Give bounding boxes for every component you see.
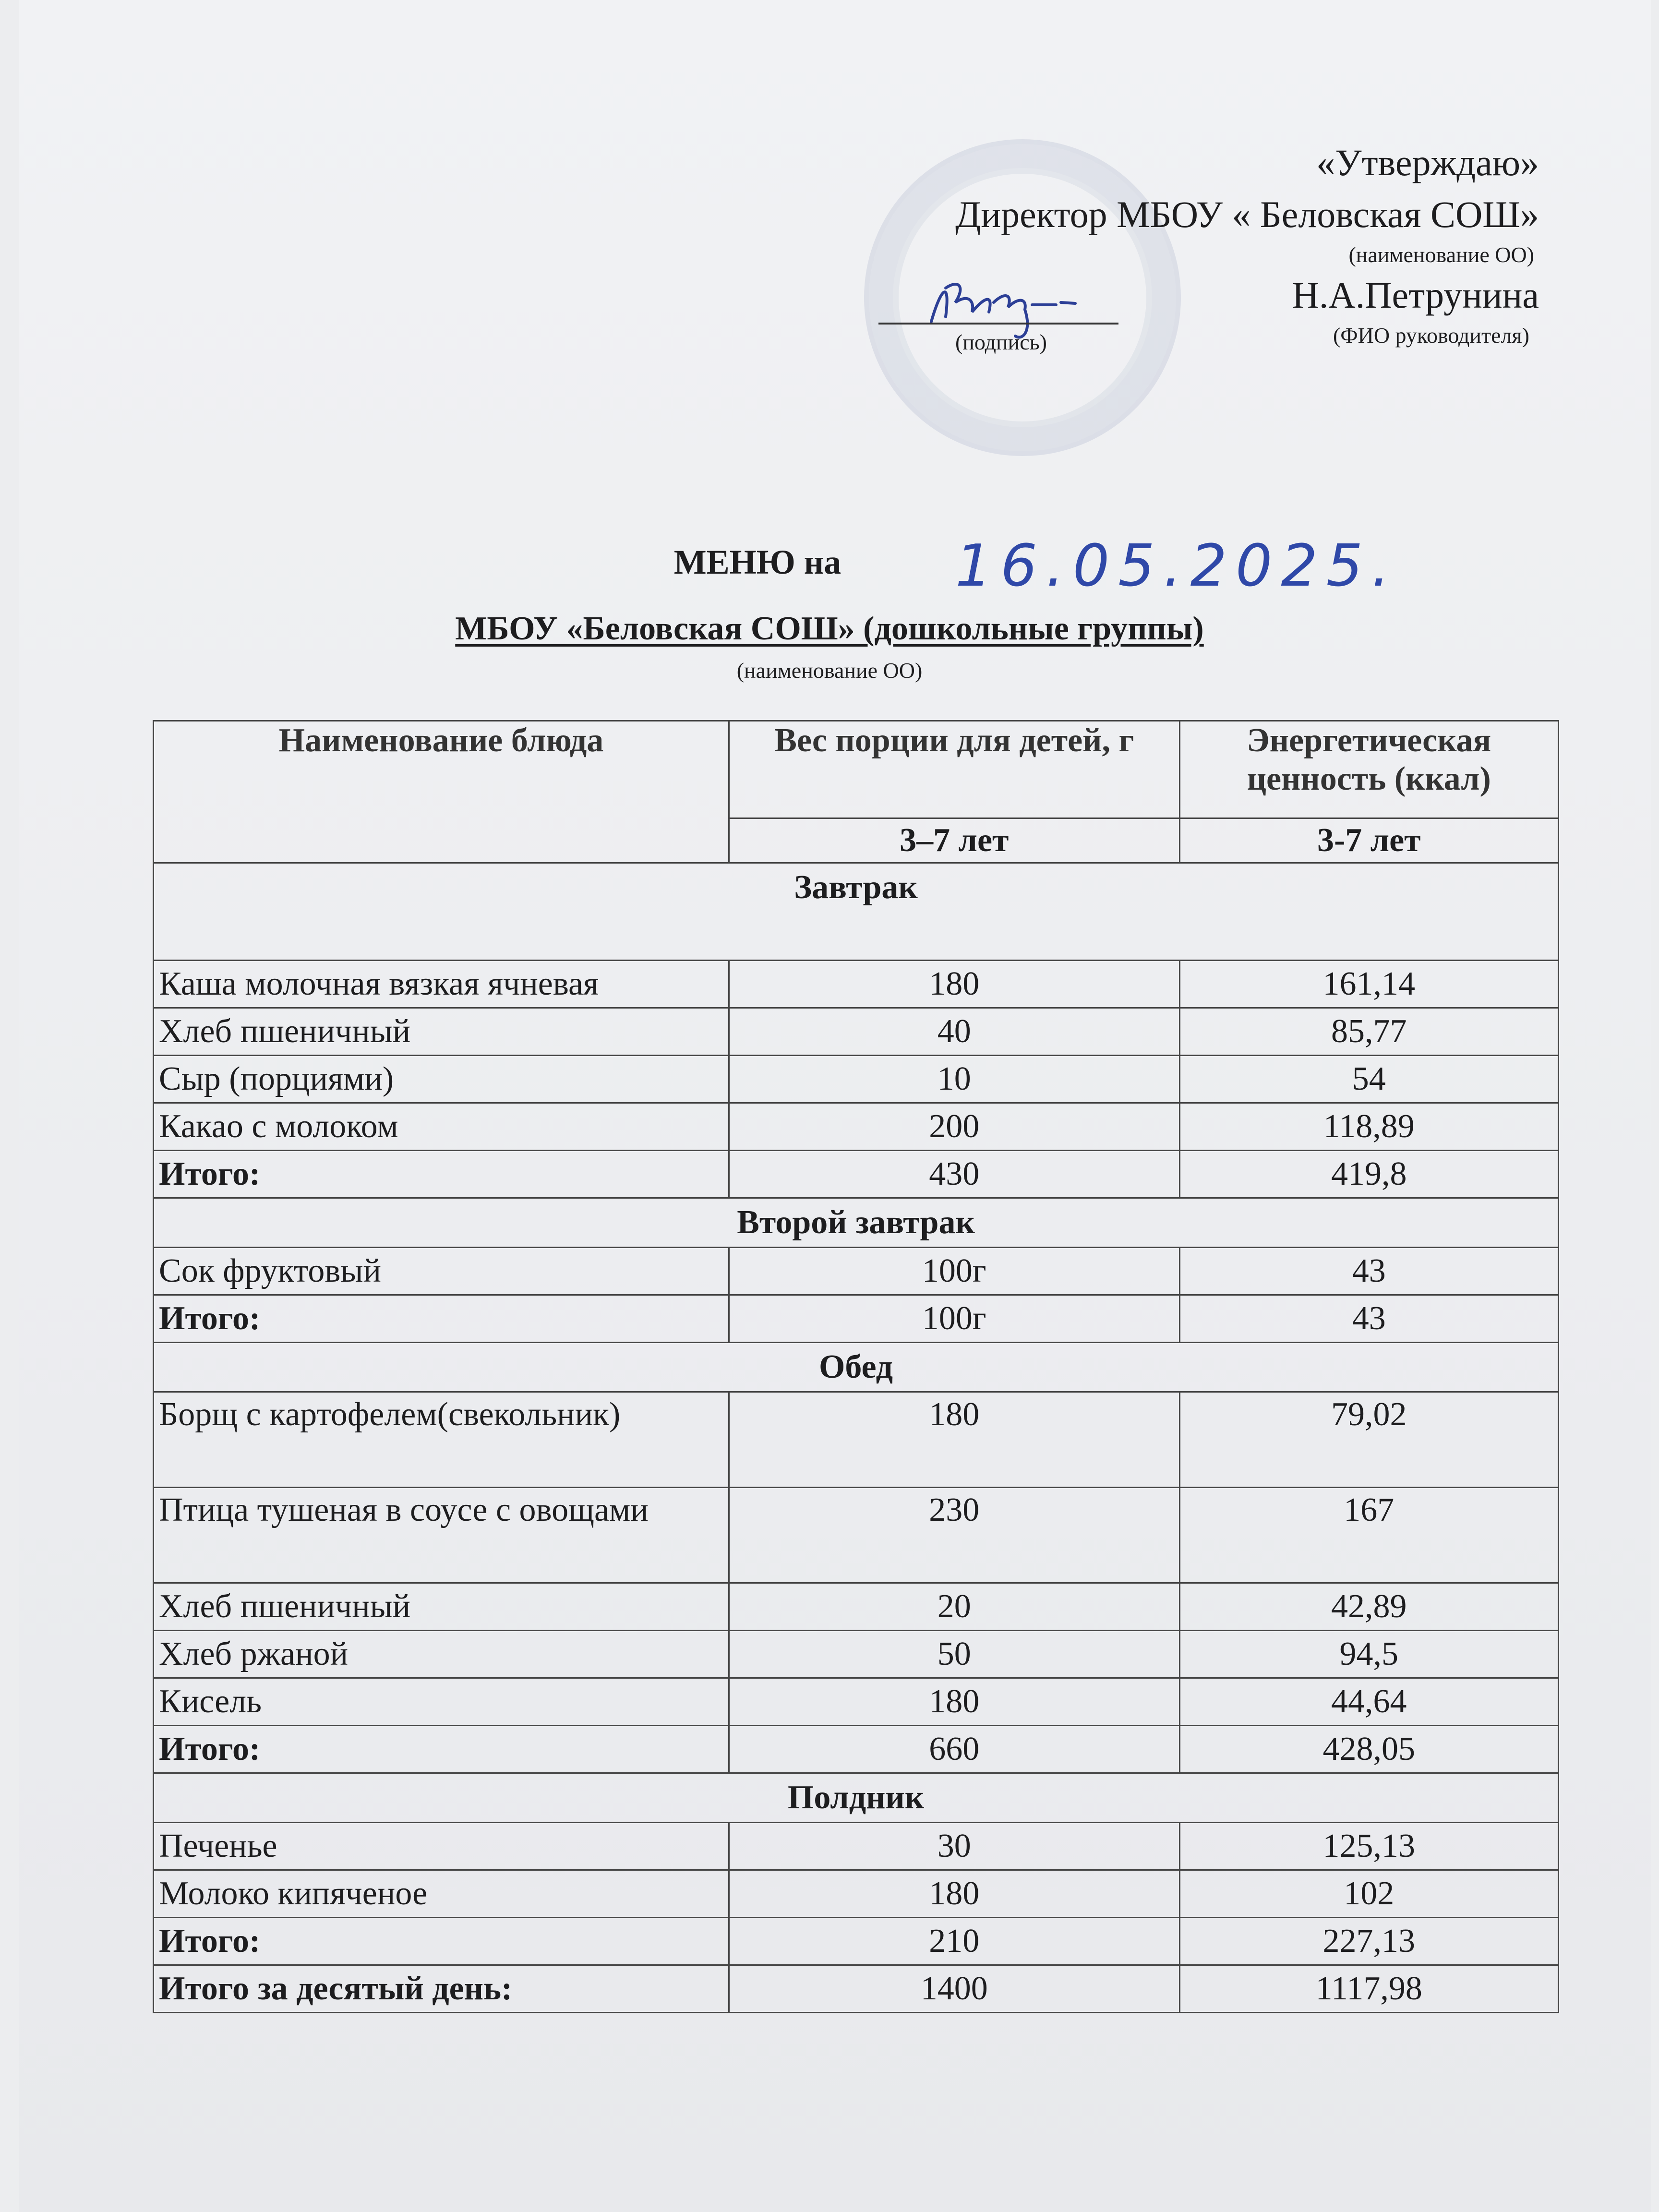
head-caption: (ФИО руководителя) — [1333, 323, 1529, 348]
grand-total-weight: 1400 — [729, 1965, 1180, 2013]
section-row — [154, 1198, 1559, 1248]
portion-weight: 20 — [729, 1583, 1180, 1631]
dish-name: Хлеб ржаной — [154, 1631, 729, 1678]
portion-weight: 230 — [729, 1488, 1180, 1583]
section-title: Полдник — [154, 1773, 1559, 1823]
energy-kcal: 85,77 — [1179, 1008, 1558, 1056]
grand-total-kcal: 1117,98 — [1179, 1965, 1558, 2013]
menu-table — [153, 720, 1559, 2013]
section-title: Завтрак — [154, 863, 1559, 961]
table-row — [154, 1678, 1559, 1726]
section-title: Второй завтрак — [154, 1198, 1559, 1248]
grand-total-row — [154, 1965, 1559, 2013]
org-caption: (наименование ОО) — [1348, 242, 1534, 267]
org-title: МБОУ «Беловская СОШ» (дошкольные группы) — [455, 610, 1204, 647]
dish-name: Молоко кипяченое — [154, 1870, 729, 1918]
head-name: Н.А.Петрунина — [1292, 274, 1539, 316]
energy-kcal: 43 — [1179, 1295, 1558, 1343]
dish-name: Каша молочная вязкая ячневая — [154, 961, 729, 1008]
dish-name: Какао с молоком — [154, 1103, 729, 1151]
portion-weight: 180 — [729, 1678, 1180, 1726]
handwritten-date: 16.05.2025. — [955, 533, 1399, 600]
dish-name: Итого: — [154, 1726, 729, 1773]
col-dish-header: Наименование блюда — [154, 721, 729, 863]
handwritten-signature — [912, 259, 1133, 341]
table-row — [154, 1823, 1559, 1870]
table-row — [154, 1631, 1559, 1678]
table-row — [154, 1248, 1559, 1295]
energy-kcal: 94,5 — [1179, 1631, 1558, 1678]
table-row — [154, 1488, 1559, 1583]
menu-title — [0, 542, 1659, 582]
portion-weight: 430 — [729, 1151, 1180, 1198]
signature-caption: (подпись) — [955, 330, 1047, 354]
col-energy-header: Энергетическая ценность (ккал) — [1179, 721, 1558, 818]
portion-weight: 100г — [729, 1295, 1180, 1343]
dish-name: Птица тушеная в соусе с овощами — [154, 1488, 729, 1583]
energy-kcal: 102 — [1179, 1870, 1558, 1918]
subtotal-row — [154, 1918, 1559, 1965]
dish-name: Кисель — [154, 1678, 729, 1726]
portion-weight: 30 — [729, 1823, 1180, 1870]
subtotal-row — [154, 1726, 1559, 1773]
dish-name: Хлеб пшеничный — [154, 1583, 729, 1631]
portion-weight: 100г — [729, 1248, 1180, 1295]
table-row — [154, 961, 1559, 1008]
table-row — [154, 1583, 1559, 1631]
portion-weight: 180 — [729, 1870, 1180, 1918]
header-row — [154, 721, 1559, 818]
energy-kcal: 167 — [1179, 1488, 1558, 1583]
age-energy: 3-7 лет — [1179, 818, 1558, 863]
org-title-caption: (наименование ОО) — [736, 658, 923, 683]
table-row — [154, 1870, 1559, 1918]
energy-kcal: 44,64 — [1179, 1678, 1558, 1726]
section-row — [154, 1343, 1559, 1392]
dish-name: Итого: — [154, 1151, 729, 1198]
portion-weight: 50 — [729, 1631, 1180, 1678]
energy-kcal: 118,89 — [1179, 1103, 1558, 1151]
signature-line — [878, 323, 1118, 325]
menu-label: МЕНЮ на — [673, 543, 842, 581]
energy-kcal: 42,89 — [1179, 1583, 1558, 1631]
energy-kcal: 54 — [1179, 1056, 1558, 1103]
dish-name: Хлеб пшеничный — [154, 1008, 729, 1056]
table-row — [154, 1103, 1559, 1151]
section-row — [154, 1773, 1559, 1823]
section-title: Обед — [154, 1343, 1559, 1392]
portion-weight: 40 — [729, 1008, 1180, 1056]
table-row — [154, 1056, 1559, 1103]
table-row — [154, 1392, 1559, 1488]
age-weight: 3–7 лет — [729, 818, 1180, 863]
approval-block — [771, 137, 1539, 350]
portion-weight: 660 — [729, 1726, 1180, 1773]
energy-kcal: 125,13 — [1179, 1823, 1558, 1870]
org-title-line — [0, 610, 1659, 648]
portion-weight: 180 — [729, 1392, 1180, 1488]
director-line: Директор МБОУ « Беловская СОШ» — [955, 193, 1539, 235]
dish-name: Печенье — [154, 1823, 729, 1870]
energy-kcal: 227,13 — [1179, 1918, 1558, 1965]
energy-kcal: 43 — [1179, 1248, 1558, 1295]
energy-kcal: 161,14 — [1179, 961, 1558, 1008]
dish-name: Сыр (порциями) — [154, 1056, 729, 1103]
subtotal-row — [154, 1295, 1559, 1343]
dish-name: Итого: — [154, 1295, 729, 1343]
subtotal-row — [154, 1151, 1559, 1198]
portion-weight: 180 — [729, 961, 1180, 1008]
dish-name: Сок фруктовый — [154, 1248, 729, 1295]
col-weight-header: Вес порции для детей, г — [729, 721, 1180, 818]
grand-total-label: Итого за десятый день: — [154, 1965, 729, 2013]
dish-name: Итого: — [154, 1918, 729, 1965]
section-row — [154, 863, 1559, 961]
table-row — [154, 1008, 1559, 1056]
portion-weight: 10 — [729, 1056, 1180, 1103]
energy-kcal: 428,05 — [1179, 1726, 1558, 1773]
portion-weight: 200 — [729, 1103, 1180, 1151]
approval-heading: «Утверждаю» — [1316, 142, 1539, 183]
energy-kcal: 79,02 — [1179, 1392, 1558, 1488]
portion-weight: 210 — [729, 1918, 1180, 1965]
menu-body — [154, 863, 1559, 2013]
energy-kcal: 419,8 — [1179, 1151, 1558, 1198]
dish-name: Борщ с картофелем(свекольник) — [154, 1392, 729, 1488]
